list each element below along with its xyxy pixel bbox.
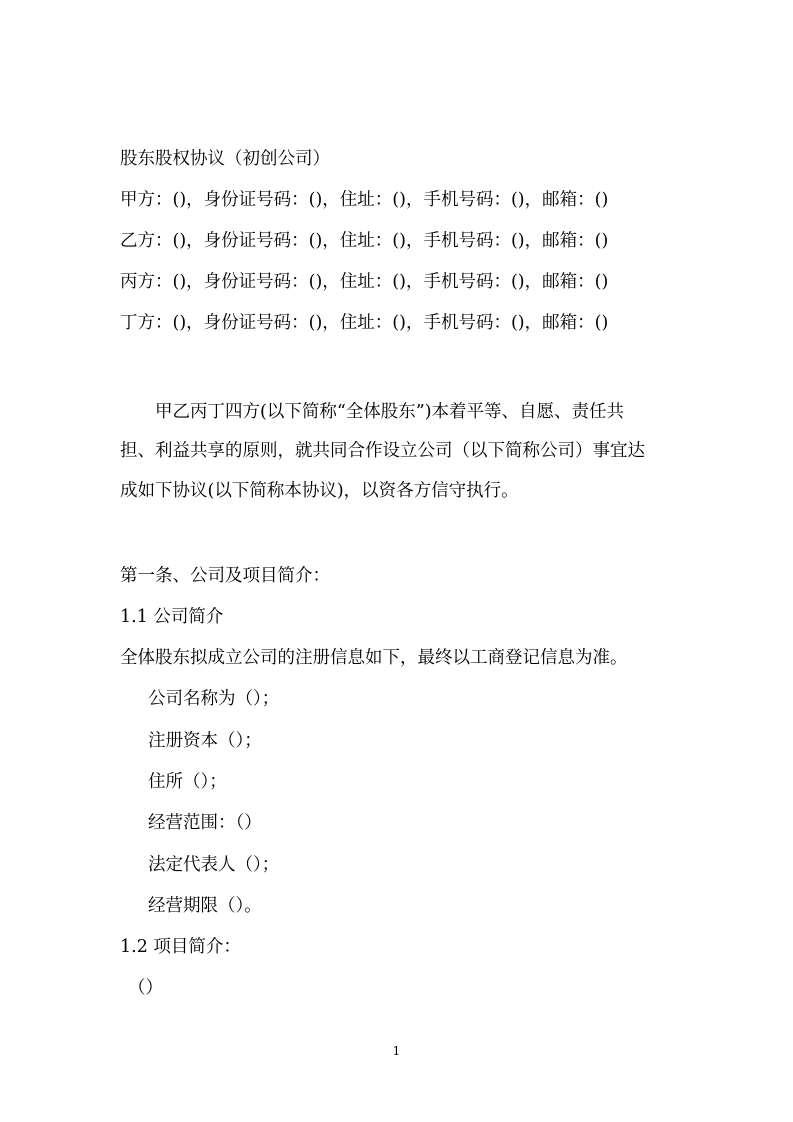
document-title: 股东股权协议（初创公司） [120, 149, 330, 169]
section-1-1-intro: 全体股东拟成立公司的注册信息如下，最终以工商登记信息为准。 [120, 648, 628, 668]
party-line-d: 丁方：()，身份证号码：()，住址：()，手机号码：()，邮箱：() [120, 313, 609, 333]
party-line-b: 乙方：()，身份证号码：()，住址：()，手机号码：()，邮箱：() [120, 231, 609, 251]
domicile-item: 住所（）； [148, 772, 227, 792]
legal-representative-item: 法定代表人（）； [148, 855, 280, 875]
business-term-item: 经营期限（）。 [148, 896, 262, 916]
registered-capital-item: 注册资本（）； [148, 731, 262, 751]
preamble-line-3: 成如下协议(以下简称本协议)，以资各方信守执行。 [120, 481, 519, 501]
section-1-2-body: （） [128, 978, 163, 998]
business-scope-item: 经营范围：（） [148, 813, 262, 833]
company-name-item: 公司名称为（）； [148, 689, 280, 709]
section-1-1-heading: 1.1 公司简介 [120, 607, 224, 627]
preamble-line-2: 担、利益共享的原则，就共同合作设立公司（以下简称公司）事宜达 [120, 441, 645, 461]
preamble-line-1: 甲乙丙丁四方(以下简称“全体股东”)本着平等、自愿、责任共 [155, 402, 625, 422]
party-line-c: 丙方：()，身份证号码：()，住址：()，手机号码：()，邮箱：() [120, 272, 609, 292]
page-number: 1 [392, 1044, 401, 1058]
section-1-2-heading: 1.2 项目简介： [120, 937, 241, 957]
article-1-heading: 第一条、公司及项目简介： [120, 566, 330, 586]
party-line-a: 甲方：()，身份证号码：()，住址：()，手机号码：()，邮箱：() [120, 190, 609, 210]
